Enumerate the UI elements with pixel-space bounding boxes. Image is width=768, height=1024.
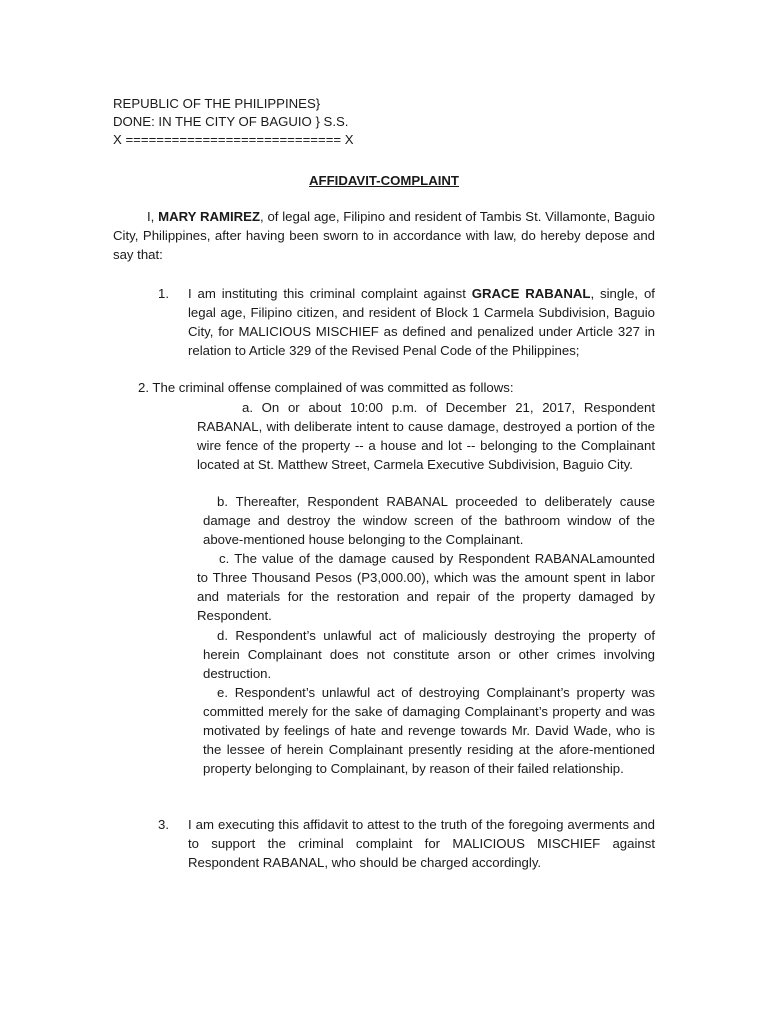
caption-venue: DONE: IN THE CITY OF BAGUIO } S.S. (113, 114, 349, 129)
paragraph-3-number: 3. (158, 817, 169, 832)
paragraph-1-text-after: , single, of legal age, Filipino citizen, and resident of Block 1 Carmela Subdivision, Baguio City, for MALICIOUS MISCHIEF as defined and penalized under Article 327 in relation to Article 329 of the Revised Penal Code of the Philippines; (188, 286, 655, 358)
intro-paragraph (113, 207, 655, 264)
respondent-name: GRACE RABANAL (471, 286, 591, 301)
caption-republic: REPUBLIC OF THE PHILIPPINES} (113, 96, 321, 111)
paragraph-2-item-c: c. The value of the damage caused by Respondent RABANALamounted to Three Thousand Pesos (P3,000.00), which was the amount spent in labor and materials for the restoration and repair of the property damaged by Respondent. (197, 551, 655, 623)
paragraph-2-heading: 2. The criminal offense complained of was committed as follows: (138, 380, 514, 395)
paragraph-1-number: 1. (158, 286, 169, 301)
paragraph-1-text (188, 284, 655, 360)
case-caption (113, 95, 443, 149)
affiant-name: MARY RAMIREZ (158, 209, 261, 224)
paragraph-2-item-a: a. On or about 10:00 p.m. of December 21, 2017, Respondent RABANAL, with deliberate intent to cause damage, destroyed a portion of the wire fence of the property -- a house and lot -- belonging to the Complainant located at St. Matthew Street, Carmela Executive Subdivision, Baguio City. (197, 400, 655, 472)
paragraph-1-text-before: I am instituting this criminal complaint against (188, 286, 472, 301)
document-title: AFFIDAVIT-COMPLAINT (309, 173, 459, 188)
paragraph-3 (138, 815, 655, 872)
paragraph-2-item-d: d. Respondent’s unlawful act of maliciously destroying the property of herein Complainant does not constitute arson or other crimes involving destruction. (203, 628, 655, 681)
paragraph-1 (138, 284, 655, 360)
intro-prefix: I, (147, 209, 159, 224)
caption-separator: X ============================ X (113, 132, 354, 147)
paragraph-3-text: I am executing this affidavit to attest to the truth of the foregoing averments and to support the criminal complaint for MALICIOUS MISCHIEF against Respondent RABANAL, who should be charged accordingly. (188, 817, 655, 870)
paragraph-2-item-b: b. Thereafter, Respondent RABANAL proceeded to deliberately cause damage and destroy the window screen of the bathroom window of the above-mentioned house belonging to the Complainant. (203, 494, 655, 547)
intro-rest: , of legal age, Filipino and resident of Tambis St. Villamonte, Baguio City, Philippines, after having been sworn to in accordance with law, do hereby depose and say that: (113, 209, 655, 262)
paragraph-2-item-e: e. Respondent’s unlawful act of destroying Complainant’s property was committed merely for the sake of damaging Complainant’s property and was motivated by feelings of hate and revenge towards Mr. David Wade, who is the lessee of herein Complainant presently residing at the afore-mentioned property belonging to Complainant, by reason of their failed relationship. (203, 685, 655, 776)
